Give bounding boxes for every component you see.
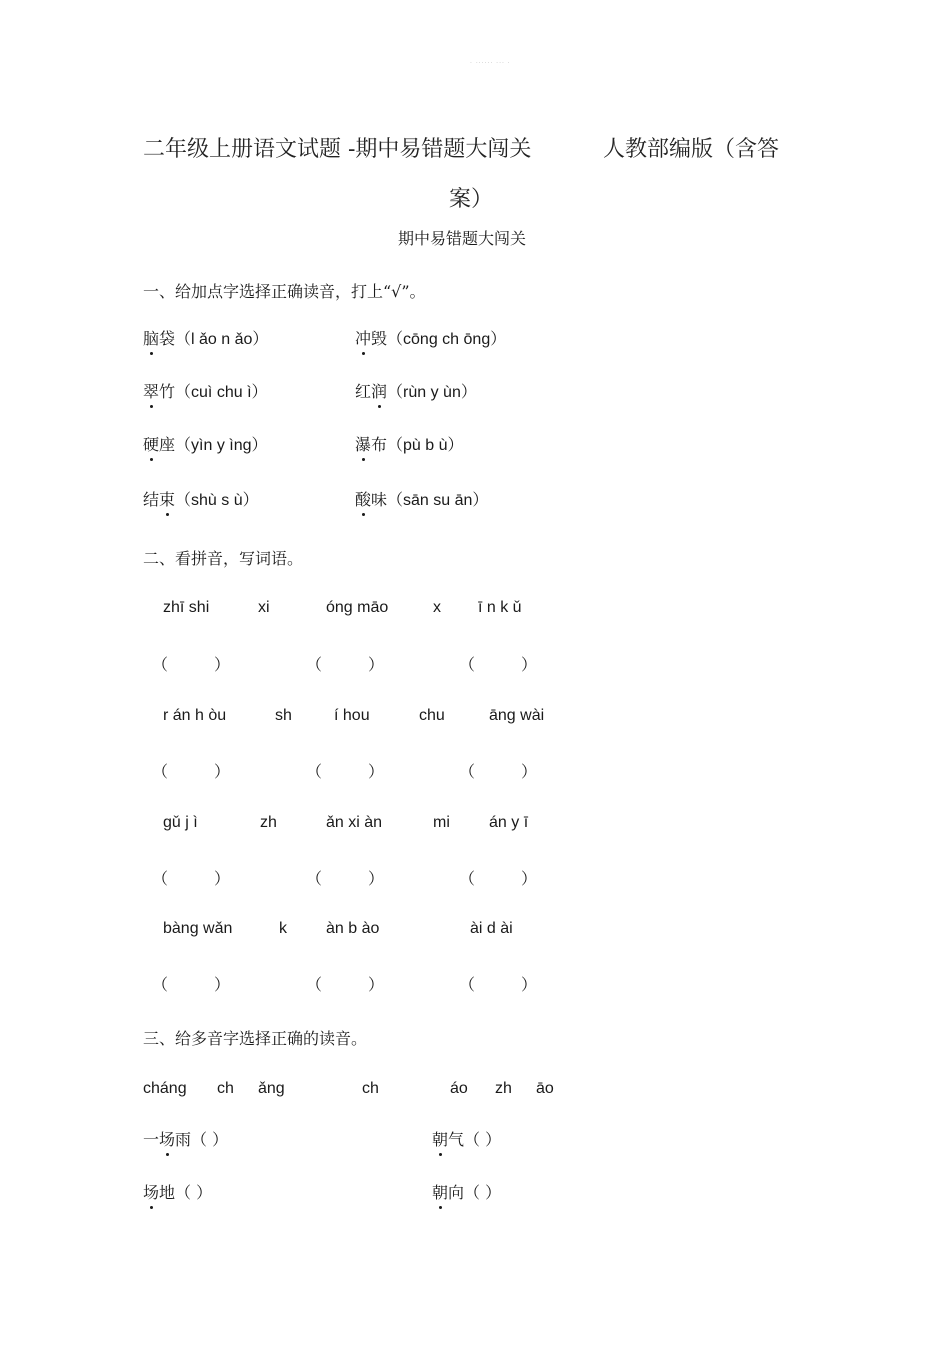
s1-item-7: 结束（shù s ù） [143,487,259,510]
answer-blank-close: ） [214,869,231,888]
page-title-line2: 案） [449,187,494,212]
answer-blank-close: ） [368,762,385,781]
s2-pinyin: r án h òu [163,707,227,724]
s2-pinyin: sh [275,707,292,724]
section-2-heading: 二、看拼音，写词语。 [143,549,304,568]
s3-pinyin: ǎng [258,1080,285,1097]
dotted-char: 翠 [143,379,159,402]
s3-pinyin: áo [450,1080,468,1097]
s2-pinyin: bàng wǎn [163,920,233,937]
s2-pinyin: zh [260,814,277,831]
answer-blank-open: （ [306,655,323,674]
section-3-heading: 三、给多音字选择正确的读音。 [143,1029,368,1048]
dotted-char: 朝 [432,1127,448,1150]
dotted-char: 朝 [432,1180,448,1203]
answer-blank-close: ） [521,869,538,888]
s2-pinyin: k [279,920,287,937]
dotted-char: 场 [143,1180,159,1203]
s2-pinyin: āng wài [489,707,545,724]
dotted-char: 瀑 [355,432,371,455]
s1-item-6: 瀑布（pù b ù） [355,432,464,455]
dotted-char: 酸 [355,487,371,510]
page-title-line1: 二年级上册语文试题 -期中易错题大闯关 [143,137,532,162]
s1-item-3: 翠竹（cuì chu ì） [143,379,268,402]
s2-pinyin: chu [419,707,445,724]
s2-pinyin: xi [258,599,270,616]
answer-blank-open: （ [306,869,323,888]
dotted-char: 润 [371,379,387,402]
answer-blank-close: ） [214,655,231,674]
s3-item-4: 朝向（ ） [432,1180,501,1203]
s3-pinyin: āo [536,1080,554,1097]
dotted-char: 脑 [143,326,159,349]
page-title-line1b: 人教部编版（含答 [603,137,780,162]
answer-blank-open: （ [152,975,169,994]
header-mark: · ······ ··· · [470,60,511,67]
s2-pinyin: ǎn xi àn [326,814,383,831]
answer-blank-close: ） [521,975,538,994]
s3-item-2: 朝气（ ） [432,1127,501,1150]
s3-item-3: 场地（ ） [143,1180,212,1203]
page-subtitle: 期中易错题大闯关 [398,229,527,248]
s2-pinyin: í hou [334,707,370,724]
answer-blank-open: （ [152,762,169,781]
s1-item-1: 脑袋（l ǎo n ǎo） [143,326,268,349]
s3-item-1: 一场雨（ ） [143,1127,228,1150]
answer-blank-close: ） [214,975,231,994]
s3-pinyin: ch [217,1080,234,1097]
section-1-heading: 一、给加点字选择正确读音，打上“√”。 [143,282,426,301]
s3-pinyin: zh [495,1080,512,1097]
s2-pinyin: x [433,599,441,616]
dotted-char: 束 [159,487,175,510]
answer-blank-close: ） [214,762,231,781]
s2-pinyin: gǔ j ì [163,814,198,831]
s2-pinyin: óng māo [326,599,389,616]
answer-blank-close: ） [368,869,385,888]
s3-pinyin: ch [362,1080,379,1097]
answer-blank-open: （ [459,975,476,994]
s1-item-8: 酸味（sān su ān） [355,487,488,510]
dotted-char: 场 [159,1127,175,1150]
s2-pinyin: ài d ài [470,920,513,937]
dotted-char: 硬 [143,432,159,455]
s3-pinyin: cháng [143,1080,187,1097]
s2-pinyin: mi [433,814,450,831]
answer-blank-open: （ [306,975,323,994]
answer-blank-open: （ [152,869,169,888]
answer-blank-close: ） [368,975,385,994]
s2-pinyin: ī n k ǔ [478,599,522,616]
answer-blank-close: ） [368,655,385,674]
s2-pinyin: zhī shi [163,599,210,616]
answer-blank-close: ） [521,762,538,781]
answer-blank-close: ） [521,655,538,674]
answer-blank-open: （ [459,762,476,781]
s2-pinyin: àn b ào [326,920,380,937]
s1-item-5: 硬座（yìn y ìng） [143,432,268,455]
s1-item-4: 红润（rùn y ùn） [355,379,477,402]
answer-blank-open: （ [459,655,476,674]
s1-item-2: 冲毁（cōng ch ōng） [355,326,506,349]
s2-pinyin: án y ī [489,814,529,831]
answer-blank-open: （ [152,655,169,674]
dotted-char: 冲 [355,326,371,349]
answer-blank-open: （ [306,762,323,781]
answer-blank-open: （ [459,869,476,888]
